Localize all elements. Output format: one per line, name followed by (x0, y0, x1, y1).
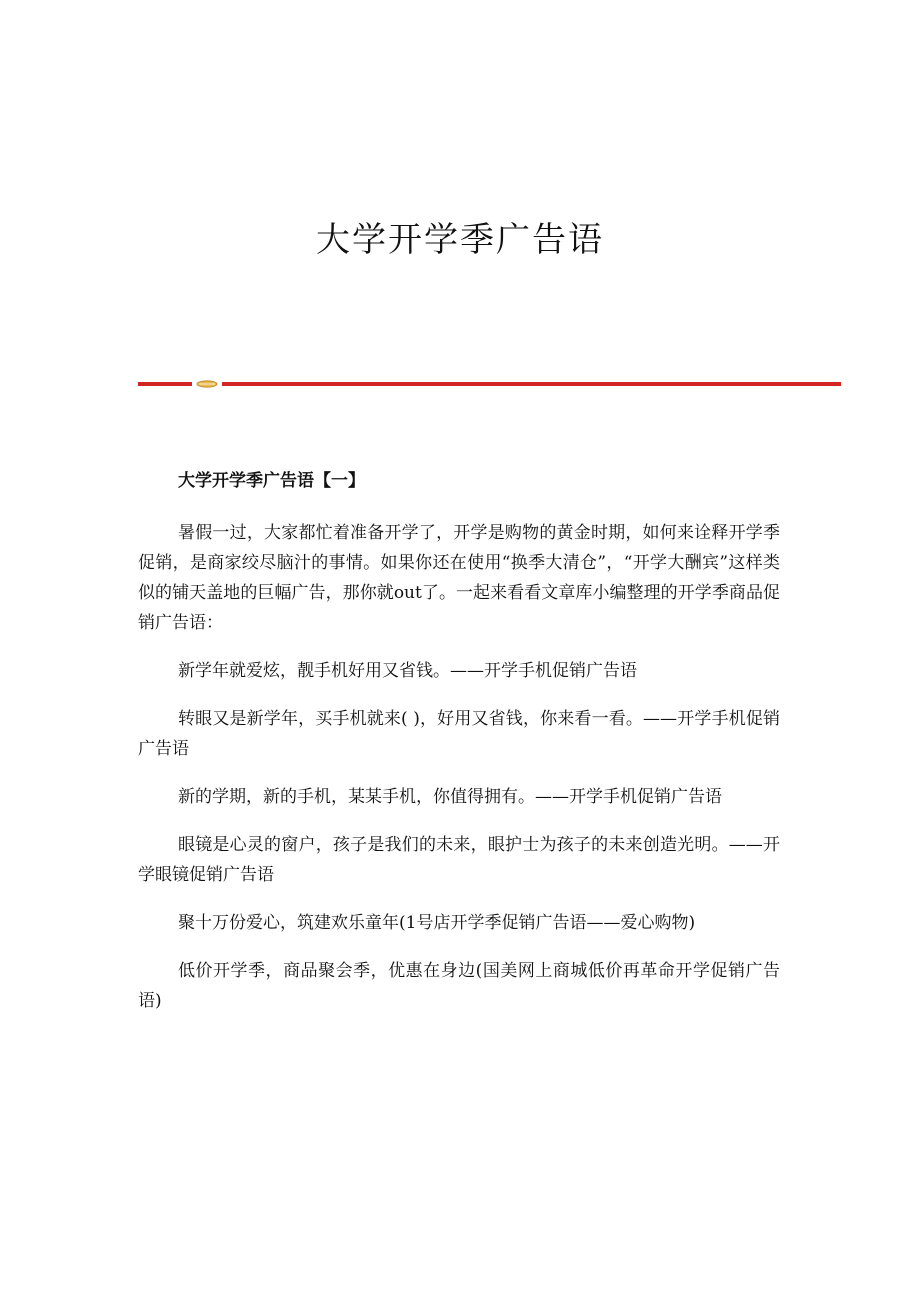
paragraph-slogan-3: 新的学期，新的手机，某某手机，你值得拥有。——开学手机促销广告语 (178, 787, 722, 807)
divider-bar-left (138, 382, 192, 386)
paragraph-slogan-1: 新学年就爱炫，靓手机好用又省钱。——开学手机促销广告语 (178, 661, 637, 681)
title-divider (138, 380, 841, 388)
paragraph-slogan-4: 眼镜是心灵的窗户，孩子是我们的未来，眼护士为孩子的未来创造光明。——开学眼镜促销广告语 (138, 835, 780, 885)
divider-ornament-icon (196, 380, 218, 388)
paragraph-slogan-6: 低价开学季，商品聚会季，优惠在身边(国美网上商城低价再革命开学促销广告语) (138, 961, 780, 1011)
divider-bar-right (222, 382, 841, 386)
paragraph-slogan-2: 转眼又是新学年，买手机就来( )，好用又省钱，你来看一看。——开学手机促销广告语 (138, 709, 780, 759)
paragraph-slogan-5: 聚十万份爱心，筑建欢乐童年(1号店开学季促销广告语——爱心购物) (178, 913, 696, 933)
paragraph-intro: 暑假一过，大家都忙着准备开学了，开学是购物的黄金时期，如何来诠释开学季促销，是商家绞尽脑汁的事情。如果你还在使用“换季大清仓”，“开学大酬宾”这样类似的铺天盖地的巨幅广告，那你就out了。一起来看看文章库小编整理的开学季商品促销广告语： (138, 523, 780, 633)
section-heading: 大学开学季广告语【一】 (178, 471, 365, 491)
document-title: 大学开学季广告语 (316, 220, 604, 260)
document-body (138, 466, 780, 1034)
